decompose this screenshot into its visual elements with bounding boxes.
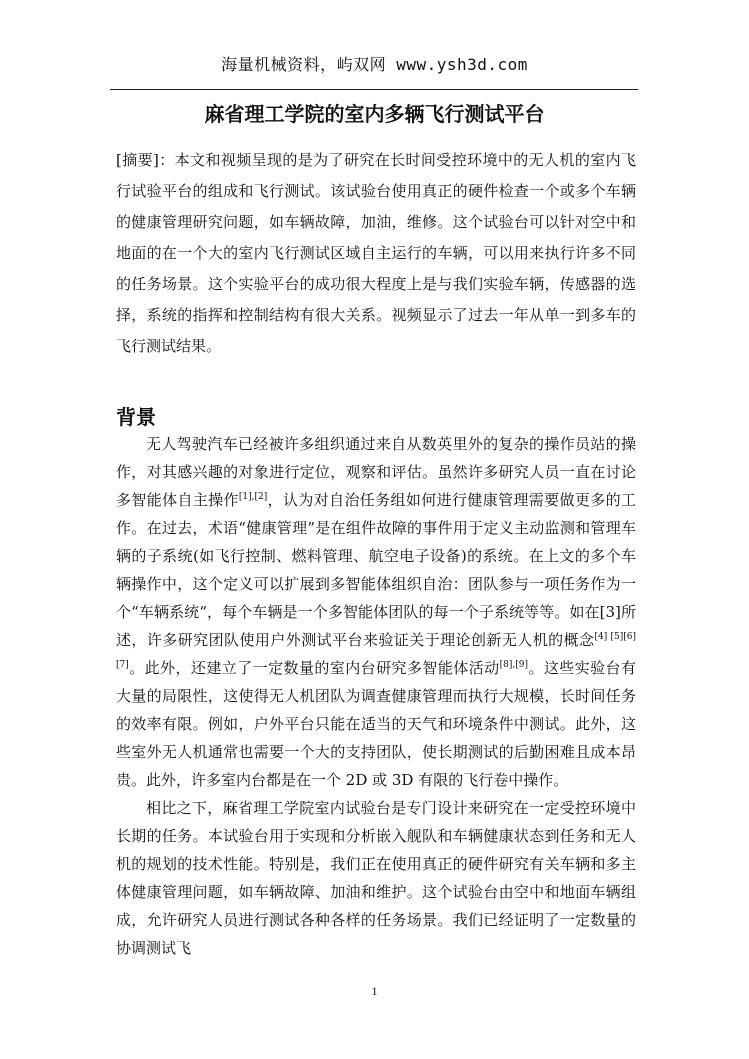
header-divider — [110, 89, 638, 90]
paragraph-1-text-c: 。此外，还建立了一定数量的室内台研究多智能体活动 — [128, 659, 500, 677]
paragraph-1-text-b: ，认为对自治任务组如何进行健康管理需要做更多的工作。在过去，术语“健康管理”是在组件故障的事件用于定义主动监测和管理车辆的子系统(如飞行控制、燃料管理、航空电子设备)的系统。在上文的多个车辆操作中，这个定义可以扩展到多智能体组织自治：团队参与一项任务作为一个“车辆系统“，每个车辆是一个多智能体团队的每一个子系统等等。如在[3]所述，许多研究团队使用户外测试平台来验证关于理论创新无人机的概念 — [116, 491, 636, 649]
page-number: 1 — [371, 984, 378, 998]
citation-1-2: [1],[2] — [238, 492, 268, 502]
abstract-paragraph: [摘要]：本文和视频呈现的是为了研究在长时间受控环境中的无人机的室内飞行试验平台的组成和飞行测试。该试验台使用真正的硬件检查一个或多个车辆的健康管理研究问题，如车辆故障，加油，维修。这个试验台可以针对空中和地面的在一个大的室内飞行测试区域自主运行的车辆，可以用来执行许多不同的任务场景。这个实验平台的成功很大程度上是与我们实验车辆，传感器的选择，系统的指挥和控制结构有很大关系。视频显示了过去一年从单一到多车的飞行测试结果。 — [116, 151, 636, 355]
paper-title: 麻省理工学院的室内多辆飞行测试平台 — [204, 102, 545, 126]
paragraph-1-text-a: 无人驾驶汽车已经被许多组织通过来自从数英里外的复杂的操作员站的操作，对其感兴趣的对象进行定位，观察和评估。虽然许多研究人员一直在讨论多智能体自主操作 — [116, 435, 636, 509]
paragraph-1-text-d: 。这些实验台有大量的局限性，这使得无人机团队为调查健康管理而执行大规模，长时间任务的效率有限。例如，户外平台只能在适当的天气和环境条件中测试。此外，这些室外无人机通常也需要一个大的支持团队，使长期测试的后勤困难且成本昂贵。此外，许多室内台都是在一个 2D 或 3D 有限的飞行卷中操作。 — [116, 659, 636, 789]
body-paragraph-1 — [116, 430, 636, 794]
page-header: 海量机械资料，屿双网 www.ysh3d.com — [221, 55, 528, 74]
citation-8-9: [8],[9] — [499, 660, 528, 670]
section-heading-background: 背景 — [116, 405, 156, 429]
body-paragraph-2: 相比之下，麻省理工学院室内试验台是专门设计来研究在一定受控环境中长期的任务。本试验台用于实现和分析嵌入舰队和车辆健康状态到任务和无人机的规划的技术性能。特别是，我们正在使用真正的硬件研究有关车辆和多主体健康管理问题，如车辆故障、加油和维护。这个试验台由空中和地面车辆组成，允许研究人员进行测试各种各样的任务场景。我们已经证明了一定数量的协调测试飞 — [116, 799, 636, 957]
body-text — [116, 430, 636, 962]
citation-4-7: [4] [5][6][7] — [116, 632, 636, 670]
